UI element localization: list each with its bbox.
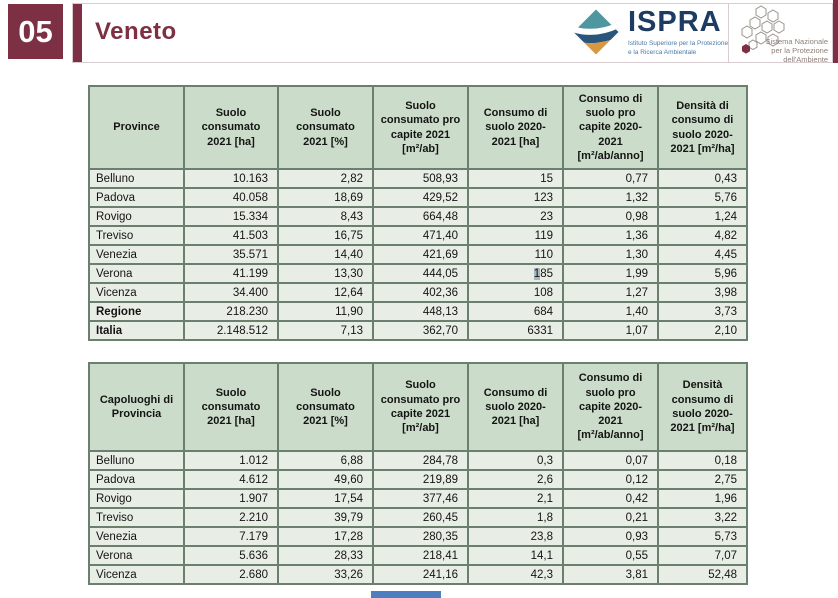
cell: 218.230 (184, 302, 278, 321)
snpa-line3: dell'Ambiente (783, 55, 828, 64)
cell: 284,78 (373, 451, 468, 470)
column-header: Suolo consumato 2021 [ha] (184, 363, 278, 451)
cell: 0,93 (563, 527, 658, 546)
column-header: Suolo consumato pro capite 2021 [m²/ab] (373, 363, 468, 451)
cell: 49,60 (278, 470, 373, 489)
table-row (89, 321, 747, 340)
capoluoghi-table (88, 362, 748, 585)
page-number: 05 (18, 13, 53, 49)
cell: 377,46 (373, 489, 468, 508)
cell: 5,96 (658, 264, 747, 283)
cell: 471,40 (373, 226, 468, 245)
table-row (89, 264, 747, 283)
cell: 0,42 (563, 489, 658, 508)
cell: 2,10 (658, 321, 747, 340)
table-row (89, 489, 747, 508)
cell: 0,43 (658, 169, 747, 188)
cell: 2,1 (468, 489, 563, 508)
row-label: Rovigo (89, 489, 184, 508)
capoluoghi-table-container (88, 362, 748, 585)
column-header: Suolo consumato 2021 [ha] (184, 86, 278, 169)
cell: 4.612 (184, 470, 278, 489)
cell: 444,05 (373, 264, 468, 283)
cell: 18,69 (278, 188, 373, 207)
page-title: Veneto (95, 18, 177, 45)
cell: 1.907 (184, 489, 278, 508)
cell: 185 (468, 264, 563, 283)
cell: 16,75 (278, 226, 373, 245)
cell: 5,76 (658, 188, 747, 207)
column-header: Province (89, 86, 184, 169)
cell: 5,73 (658, 527, 747, 546)
cell: 28,33 (278, 546, 373, 565)
header-right-accent (833, 0, 838, 63)
cell: 3,98 (658, 283, 747, 302)
title-accent-stripe (73, 4, 82, 62)
cell: 1,96 (658, 489, 747, 508)
table-row (89, 302, 747, 321)
column-header: Consumo di suolo 2020-2021 [ha] (468, 363, 563, 451)
cell: 2,82 (278, 169, 373, 188)
table-row (89, 188, 747, 207)
cell: 3,73 (658, 302, 747, 321)
cell: 362,70 (373, 321, 468, 340)
column-header: Suolo consumato 2021 [%] (278, 363, 373, 451)
cell: 5.636 (184, 546, 278, 565)
cell: 1,36 (563, 226, 658, 245)
cell: 0,3 (468, 451, 563, 470)
cell: 41.503 (184, 226, 278, 245)
ispra-subtitle-line1: Istituto Superiore per la Protezione (628, 40, 729, 47)
cell: 1,40 (563, 302, 658, 321)
cell: 2,6 (468, 470, 563, 489)
row-label: Regione (89, 302, 184, 321)
snpa-logo (733, 4, 831, 62)
cell: 448,13 (373, 302, 468, 321)
cell: 260,45 (373, 508, 468, 527)
cell: 4,45 (658, 245, 747, 264)
table-row (89, 565, 747, 584)
cell: 0,98 (563, 207, 658, 226)
column-header: Consumo di suolo pro capite 2020-2021 [m²/ab/anno] (563, 363, 658, 451)
table-row (89, 207, 747, 226)
cell: 402,36 (373, 283, 468, 302)
row-label: Vicenza (89, 565, 184, 584)
cell: 218,41 (373, 546, 468, 565)
row-label: Venezia (89, 245, 184, 264)
cell: 6,88 (278, 451, 373, 470)
page-number-box (8, 4, 63, 59)
ispra-subtitle-line2: e la Ricerca Ambientale (628, 48, 697, 56)
cell: 1,99 (563, 264, 658, 283)
ispra-logo (572, 8, 728, 61)
cell: 23 (468, 207, 563, 226)
row-label: Belluno (89, 451, 184, 470)
column-header: Suolo consumato pro capite 2021 [m²/ab] (373, 86, 468, 169)
row-label: Venezia (89, 527, 184, 546)
cell: 35.571 (184, 245, 278, 264)
cell: 0,18 (658, 451, 747, 470)
cell: 1.012 (184, 451, 278, 470)
row-label: Treviso (89, 226, 184, 245)
province-table-container (88, 85, 748, 341)
cell: 119 (468, 226, 563, 245)
cell: 52,48 (658, 565, 747, 584)
bottom-blue-bar (371, 591, 441, 598)
cell: 1,8 (468, 508, 563, 527)
cell: 1,27 (563, 283, 658, 302)
table-row (89, 508, 747, 527)
cell: 219,89 (373, 470, 468, 489)
row-label: Verona (89, 264, 184, 283)
row-label: Vicenza (89, 283, 184, 302)
cell: 14,1 (468, 546, 563, 565)
cell: 34.400 (184, 283, 278, 302)
cell: 1,32 (563, 188, 658, 207)
ispra-leaf-icon (572, 8, 620, 61)
row-label: Belluno (89, 169, 184, 188)
cell: 684 (468, 302, 563, 321)
cell: 39,79 (278, 508, 373, 527)
column-header: Consumo di suolo pro capite 2020-2021 [m²/ab/anno] (563, 86, 658, 169)
cell: 2.210 (184, 508, 278, 527)
header-row (89, 363, 747, 451)
cell: 280,35 (373, 527, 468, 546)
cell: 0,21 (563, 508, 658, 527)
column-header: Consumo di suolo 2020-2021 [ha] (468, 86, 563, 169)
row-label: Treviso (89, 508, 184, 527)
header-divider (728, 4, 729, 62)
row-label: Rovigo (89, 207, 184, 226)
cell: 12,64 (278, 283, 373, 302)
column-header: Capoluoghi di Provincia (89, 363, 184, 451)
cell: 42,3 (468, 565, 563, 584)
cell: 1,30 (563, 245, 658, 264)
column-header: Densità consumo di suolo 2020-2021 [m²/ha] (658, 363, 747, 451)
table-row (89, 546, 747, 565)
table-row (89, 226, 747, 245)
column-header: Densità di consumo di suolo 2020-2021 [m²/ha] (658, 86, 747, 169)
cell: 421,69 (373, 245, 468, 264)
table-row (89, 527, 747, 546)
ispra-wordmark: ISPRA (628, 6, 722, 38)
snpa-line2: per la Protezione (771, 46, 828, 55)
cell: 10.163 (184, 169, 278, 188)
cell: 8,43 (278, 207, 373, 226)
cell: 40.058 (184, 188, 278, 207)
table-row (89, 451, 747, 470)
cell: 7,13 (278, 321, 373, 340)
row-label: Padova (89, 188, 184, 207)
cell: 2.680 (184, 565, 278, 584)
header-row (89, 86, 747, 169)
cell: 429,52 (373, 188, 468, 207)
cell: 17,28 (278, 527, 373, 546)
cell: 14,40 (278, 245, 373, 264)
cell: 123 (468, 188, 563, 207)
province-table (88, 85, 748, 341)
cell: 15 (468, 169, 563, 188)
cell: 41.199 (184, 264, 278, 283)
cell: 110 (468, 245, 563, 264)
cell: 2,75 (658, 470, 747, 489)
cell: 2.148.512 (184, 321, 278, 340)
cell: 0,12 (563, 470, 658, 489)
table-row (89, 470, 747, 489)
cell: 15.334 (184, 207, 278, 226)
cell: 33,26 (278, 565, 373, 584)
cell: 1,24 (658, 207, 747, 226)
cell: 7.179 (184, 527, 278, 546)
cell: 1,07 (563, 321, 658, 340)
cell: 0,55 (563, 546, 658, 565)
cell: 11,90 (278, 302, 373, 321)
row-label: Italia (89, 321, 184, 340)
table-row (89, 169, 747, 188)
cell: 3,22 (658, 508, 747, 527)
cell: 6331 (468, 321, 563, 340)
cell: 241,16 (373, 565, 468, 584)
table-row (89, 245, 747, 264)
snpa-line1: Sistema Nazionale (765, 37, 828, 46)
cell: 13,30 (278, 264, 373, 283)
table-row (89, 283, 747, 302)
cell: 0,07 (563, 451, 658, 470)
column-header: Suolo consumato 2021 [%] (278, 86, 373, 169)
cell: 3,81 (563, 565, 658, 584)
row-label: Padova (89, 470, 184, 489)
cell: 108 (468, 283, 563, 302)
cell: 23,8 (468, 527, 563, 546)
cell: 508,93 (373, 169, 468, 188)
row-label: Verona (89, 546, 184, 565)
cell: 17,54 (278, 489, 373, 508)
cell: 0,77 (563, 169, 658, 188)
cell: 7,07 (658, 546, 747, 565)
cell: 4,82 (658, 226, 747, 245)
cell: 664,48 (373, 207, 468, 226)
